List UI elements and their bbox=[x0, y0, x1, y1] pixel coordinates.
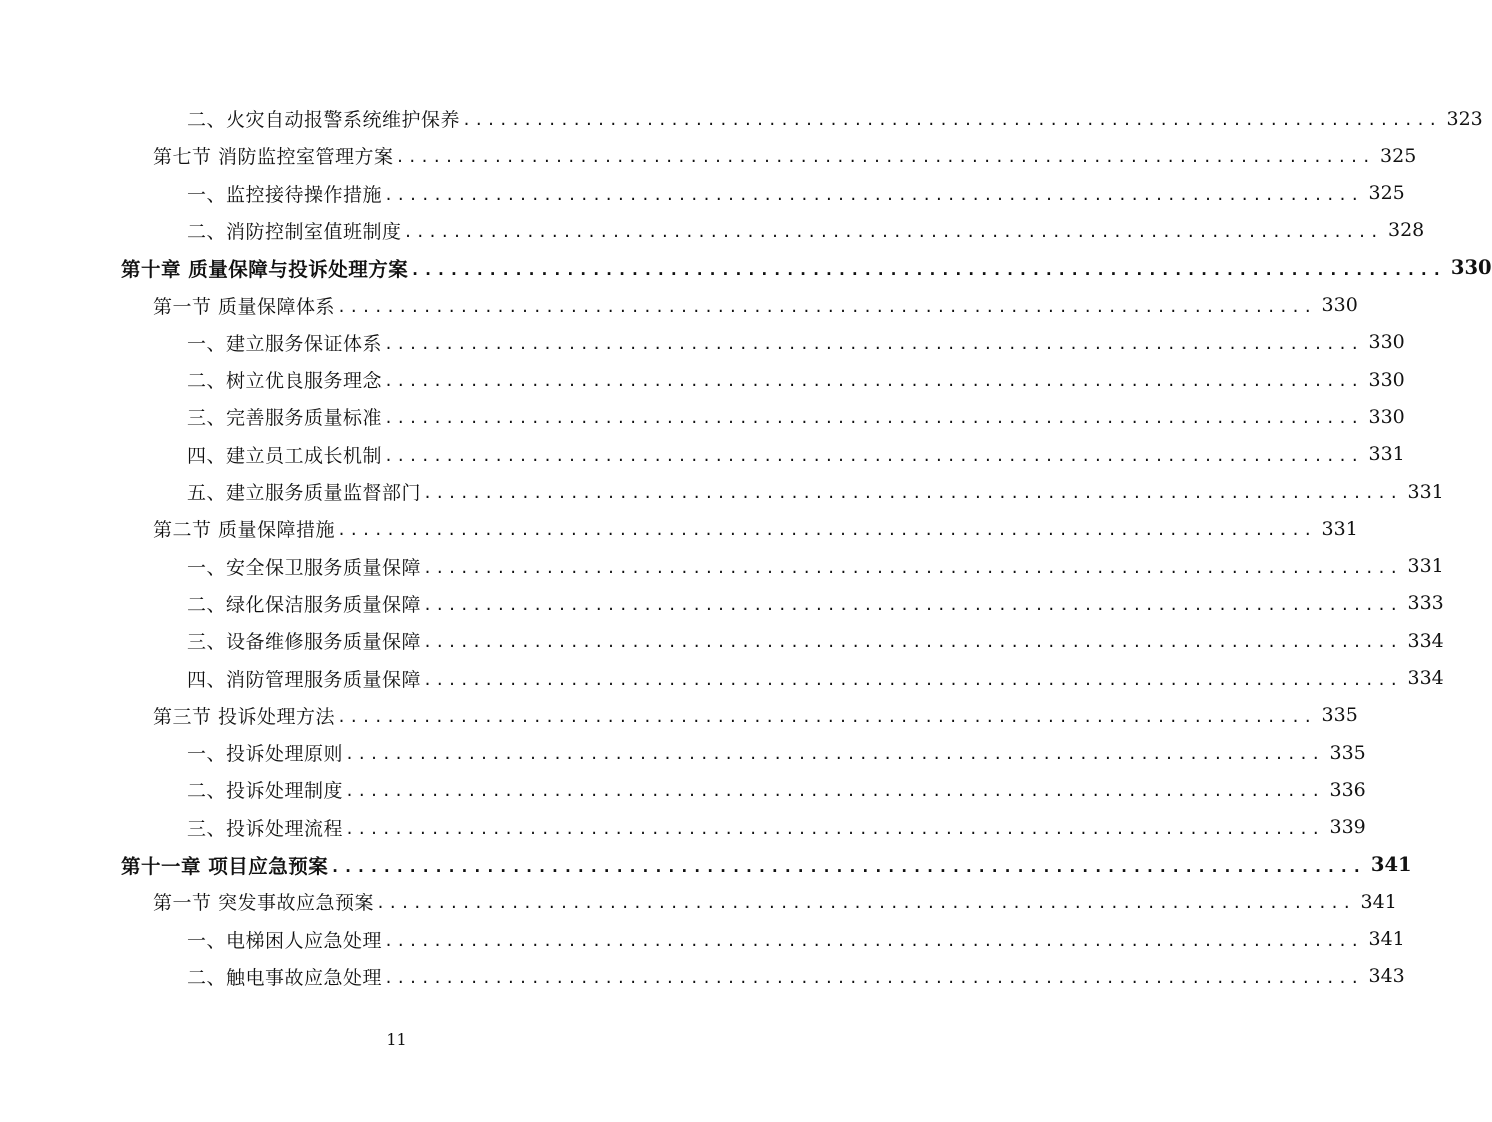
toc-entry-page: 323 bbox=[1446, 107, 1483, 130]
toc-leader-dots: ................................................................................ bbox=[423, 670, 1402, 689]
toc-entry-item[interactable] bbox=[187, 361, 1405, 398]
toc-leader-dots: ................................................................................ bbox=[410, 260, 1445, 280]
toc-entry-section[interactable] bbox=[153, 287, 1358, 324]
toc-entry-page: 333 bbox=[1407, 592, 1444, 615]
toc-entry-title: 第一节 质量保障体系 bbox=[153, 295, 336, 318]
toc-entry-page: 335 bbox=[1329, 741, 1366, 764]
toc-entry-title: 二、树立优良服务理念 bbox=[187, 370, 383, 393]
toc-entry-item[interactable] bbox=[187, 436, 1405, 473]
toc-leader-dots: ................................................................................ bbox=[403, 222, 1382, 241]
toc-entry-section[interactable] bbox=[153, 510, 1358, 547]
toc-leader-dots: ................................................................................ bbox=[345, 782, 1324, 801]
toc-entry-page: 331 bbox=[1407, 555, 1444, 578]
toc-leader-dots: ................................................................................ bbox=[395, 148, 1375, 167]
toc-leader-dots: ................................................................................ bbox=[384, 409, 1363, 428]
toc-leader-dots: ................................................................................ bbox=[423, 595, 1402, 614]
page-number: 11 bbox=[386, 1030, 407, 1049]
toc-leader-dots: ................................................................................ bbox=[384, 968, 1363, 987]
toc-leader-dots: ................................................................................ bbox=[337, 297, 1316, 316]
toc-entry-title: 第二节 质量保障措施 bbox=[153, 519, 336, 542]
toc-entry-title: 一、建立服务保证体系 bbox=[187, 332, 383, 355]
toc-entry-item[interactable] bbox=[187, 921, 1405, 958]
toc-entry-item[interactable] bbox=[187, 660, 1444, 697]
toc-leader-dots: ................................................................................ bbox=[345, 819, 1324, 838]
toc-entry-section[interactable] bbox=[153, 883, 1397, 920]
toc-entry-item[interactable] bbox=[187, 398, 1405, 435]
toc-entry-page: 328 bbox=[1387, 219, 1425, 242]
toc-entry-item[interactable] bbox=[187, 175, 1405, 212]
toc-leader-dots: ................................................................................ bbox=[337, 707, 1316, 726]
toc-entry-page: 334 bbox=[1407, 667, 1444, 689]
toc-entry-section[interactable] bbox=[153, 137, 1417, 174]
toc-entry-title: 三、投诉处理流程 bbox=[187, 817, 344, 840]
toc-entry-page: 331 bbox=[1321, 517, 1358, 540]
toc-entry-chapter[interactable] bbox=[121, 846, 1412, 883]
toc-entry-title: 二、触电事故应急处理 bbox=[187, 966, 383, 989]
toc-entry-title: 第三节 投诉处理方法 bbox=[153, 705, 336, 728]
toc-entry-title: 三、完善服务质量标准 bbox=[187, 407, 383, 430]
toc-leader-dots: ................................................................................ bbox=[330, 857, 1365, 876]
toc-entry-item[interactable] bbox=[187, 100, 1483, 137]
toc-entry-title: 一、电梯困人应急处理 bbox=[187, 929, 383, 952]
toc-entry-chapter[interactable] bbox=[121, 249, 1492, 286]
toc-entry-page: 325 bbox=[1368, 182, 1405, 205]
toc-entry-page: 339 bbox=[1329, 816, 1366, 839]
toc-entry-page: 330 bbox=[1368, 331, 1405, 354]
toc-entry-title: 二、消防控制室值班制度 bbox=[187, 220, 402, 243]
toc-leader-dots: ................................................................................ bbox=[384, 334, 1363, 353]
toc-leader-dots: ................................................................................ bbox=[384, 372, 1363, 391]
toc-entry-page: 343 bbox=[1368, 965, 1405, 988]
toc-leader-dots: ................................................................................ bbox=[462, 111, 1441, 129]
toc-entry-page: 334 bbox=[1407, 629, 1444, 652]
toc-entry-section[interactable] bbox=[153, 697, 1358, 734]
toc-entry-title: 第十章 质量保障与投诉处理方案 bbox=[121, 257, 409, 281]
toc-entry-item[interactable] bbox=[187, 324, 1405, 361]
toc-entry-item[interactable] bbox=[187, 734, 1366, 771]
toc-entry-page: 325 bbox=[1380, 144, 1417, 167]
toc-entry-title: 一、投诉处理原则 bbox=[187, 743, 344, 766]
toc-leader-dots: ................................................................................ bbox=[384, 931, 1363, 950]
toc-entry-item[interactable] bbox=[187, 212, 1425, 249]
toc-entry-page: 330 bbox=[1368, 368, 1405, 391]
toc-entry-item[interactable] bbox=[187, 958, 1405, 995]
toc-leader-dots: ................................................................................ bbox=[384, 185, 1363, 204]
toc-entry-item[interactable] bbox=[187, 622, 1444, 659]
toc-entry-item[interactable] bbox=[187, 771, 1366, 808]
toc-entry-title: 第七节 消防监控室管理方案 bbox=[153, 146, 394, 169]
toc-entry-page: 331 bbox=[1407, 480, 1444, 503]
toc-entry-page: 341 bbox=[1370, 853, 1412, 876]
toc-leader-dots: ................................................................................ bbox=[423, 484, 1402, 502]
toc-entry-title: 一、监控接待操作措施 bbox=[187, 183, 383, 206]
toc-entry-title: 五、建立服务质量监督部门 bbox=[187, 482, 422, 504]
toc-entry-item[interactable] bbox=[187, 585, 1444, 622]
toc-leader-dots: ................................................................................ bbox=[376, 894, 1355, 913]
toc-entry-title: 四、消防管理服务质量保障 bbox=[187, 668, 422, 691]
toc-entry-page: 330 bbox=[1321, 294, 1358, 316]
toc-entry-title: 二、投诉处理制度 bbox=[187, 780, 344, 803]
toc-entry-title: 四、建立员工成长机制 bbox=[187, 444, 383, 467]
toc-entry-page: 331 bbox=[1368, 443, 1405, 466]
toc-entry-title: 一、安全保卫服务质量保障 bbox=[187, 556, 422, 579]
toc-entry-item[interactable] bbox=[187, 473, 1444, 510]
toc-entry-page: 336 bbox=[1329, 778, 1366, 801]
toc-leader-dots: ................................................................................ bbox=[423, 558, 1402, 577]
toc-leader-dots: ................................................................................ bbox=[337, 521, 1316, 540]
toc-entry-title: 第一节 突发事故应急预案 bbox=[153, 892, 375, 915]
toc-leader-dots: ................................................................................ bbox=[345, 745, 1324, 764]
toc-entry-title: 二、绿化保洁服务质量保障 bbox=[187, 593, 422, 616]
toc-entry-item[interactable] bbox=[187, 809, 1366, 846]
toc-leader-dots: ................................................................................ bbox=[423, 633, 1402, 652]
toc-entry-page: 341 bbox=[1368, 928, 1405, 951]
toc-entry-page: 335 bbox=[1321, 704, 1358, 727]
toc-entry-title: 第十一章 项目应急预案 bbox=[121, 854, 329, 878]
toc-entry-title: 三、设备维修服务质量保障 bbox=[187, 631, 422, 654]
toc-entry-page: 330 bbox=[1368, 405, 1405, 428]
toc-entry-page: 330 bbox=[1450, 256, 1492, 280]
toc-entry-item[interactable] bbox=[187, 548, 1444, 585]
toc-entry-title: 二、火灾自动报警系统维护保养 bbox=[187, 109, 461, 131]
toc-entry-page: 341 bbox=[1360, 890, 1397, 913]
toc-leader-dots: ................................................................................ bbox=[384, 446, 1363, 465]
